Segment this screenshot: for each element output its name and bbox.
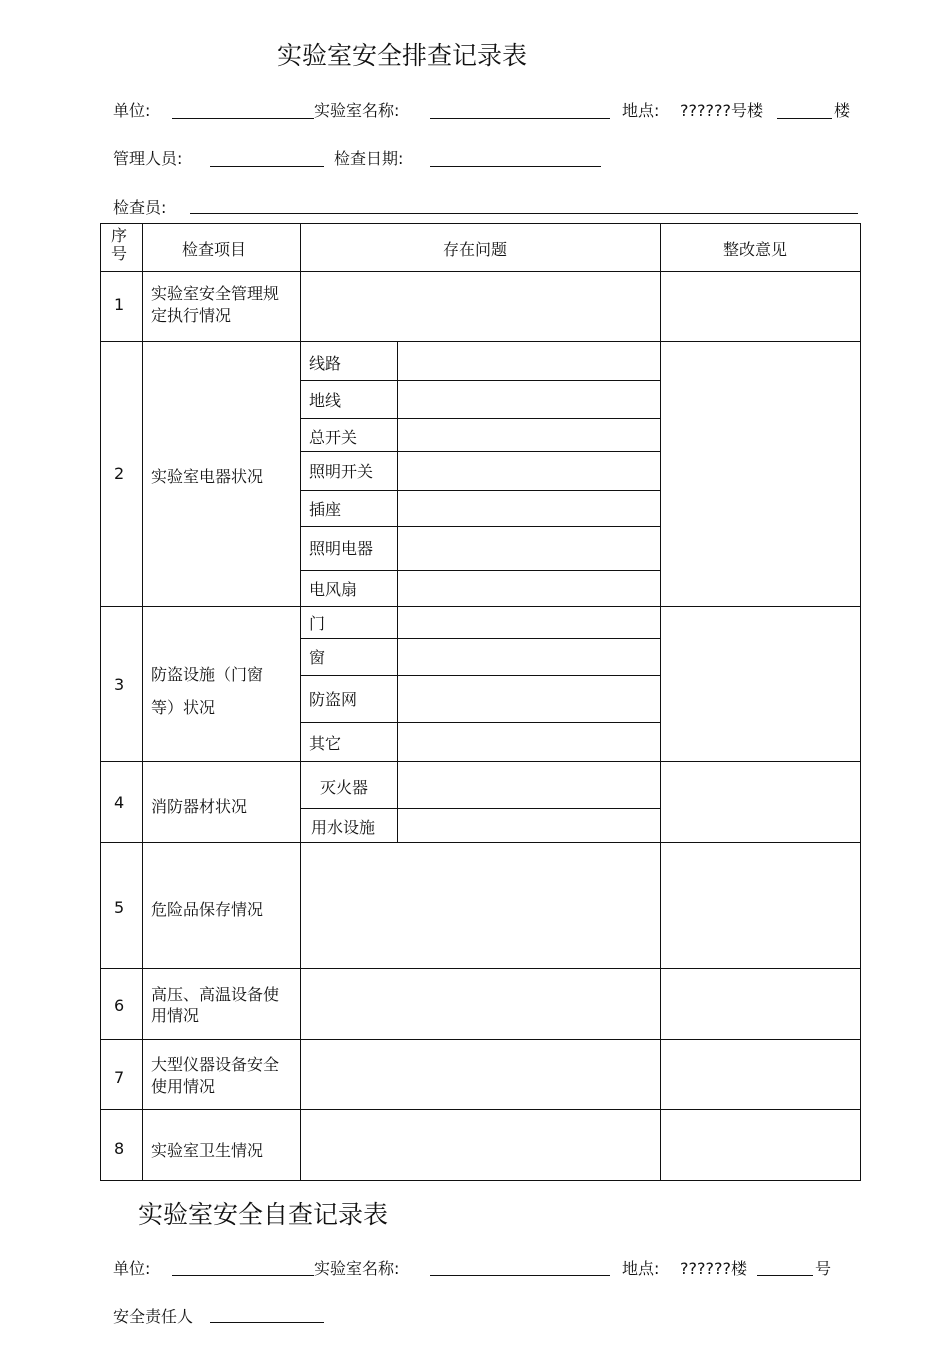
form-title: 实验室安全排查记录表 (277, 41, 528, 70)
sub-item: 用水设施 (311, 818, 376, 837)
room-number-field[interactable] (757, 1275, 813, 1276)
inspector-label: 检查员: (113, 198, 167, 217)
manager-field[interactable] (210, 166, 324, 167)
row-item: 大型仪器设备安全使用情况 (151, 1055, 280, 1096)
row-item: 防盗设施（门窗等）状况 (151, 665, 264, 717)
sub-item: 总开关 (309, 428, 358, 447)
row-item: 高压、高温设备使用情况 (151, 985, 280, 1025)
sub-item: 电风扇 (309, 580, 358, 599)
unit-field[interactable] (172, 118, 314, 119)
location-label: 地点: (622, 101, 660, 120)
header-issues: 存在问题 (443, 240, 508, 259)
row-number: 2 (114, 464, 125, 483)
row-number: 4 (114, 793, 125, 812)
row-number: 3 (114, 675, 125, 694)
sub-item: 其它 (309, 734, 342, 753)
lab-name-field[interactable] (430, 1275, 610, 1276)
date-label: 检查日期: (334, 149, 404, 168)
row-item: 消防器材状况 (151, 797, 248, 816)
inspector-field[interactable] (190, 213, 858, 214)
sub-item: 插座 (309, 500, 342, 519)
date-field[interactable] (430, 166, 601, 167)
location-building: ??????号楼 (680, 101, 763, 120)
sub-item: 门 (309, 614, 326, 633)
lab-name-field[interactable] (430, 118, 610, 119)
sub-item: 地线 (309, 391, 342, 410)
header-advice: 整改意见 (723, 240, 788, 259)
row-number: 6 (114, 996, 125, 1015)
row-number: 7 (114, 1068, 125, 1087)
header-seq: 序号 (111, 226, 128, 263)
row-item: 危险品保存情况 (151, 900, 264, 919)
manager-label: 管理人员: (113, 149, 183, 168)
responsible-field[interactable] (210, 1322, 324, 1323)
row-item: 实验室安全管理规定执行情况 (151, 284, 280, 325)
sub-item: 灭火器 (320, 778, 369, 797)
sub-item: 照明电器 (309, 539, 374, 558)
header-item: 检查项目 (182, 240, 247, 259)
location-label: 地点: (622, 1259, 660, 1278)
floor-suffix: 楼 (834, 101, 851, 120)
floor-field[interactable] (777, 118, 832, 119)
lab-name-label: 实验室名称: (314, 101, 400, 120)
sub-item: 照明开关 (309, 462, 374, 481)
responsible-label: 安全责任人 (113, 1307, 194, 1326)
unit-label: 单位: (113, 101, 151, 120)
row-number: 1 (114, 295, 125, 314)
row-item: 实验室电器状况 (151, 467, 264, 486)
row-item: 实验室卫生情况 (151, 1141, 264, 1160)
lab-name-label: 实验室名称: (314, 1259, 400, 1278)
row-number: 5 (114, 898, 125, 917)
location-building: ??????楼 (680, 1259, 747, 1278)
sub-item: 线路 (309, 354, 342, 373)
unit-field[interactable] (172, 1275, 314, 1276)
unit-label: 单位: (113, 1259, 151, 1278)
number-suffix: 号 (815, 1259, 832, 1278)
sub-item: 防盗网 (309, 690, 358, 709)
form2-title: 实验室安全自查记录表 (138, 1200, 389, 1229)
row-number: 8 (114, 1139, 125, 1158)
sub-item: 窗 (309, 648, 326, 667)
